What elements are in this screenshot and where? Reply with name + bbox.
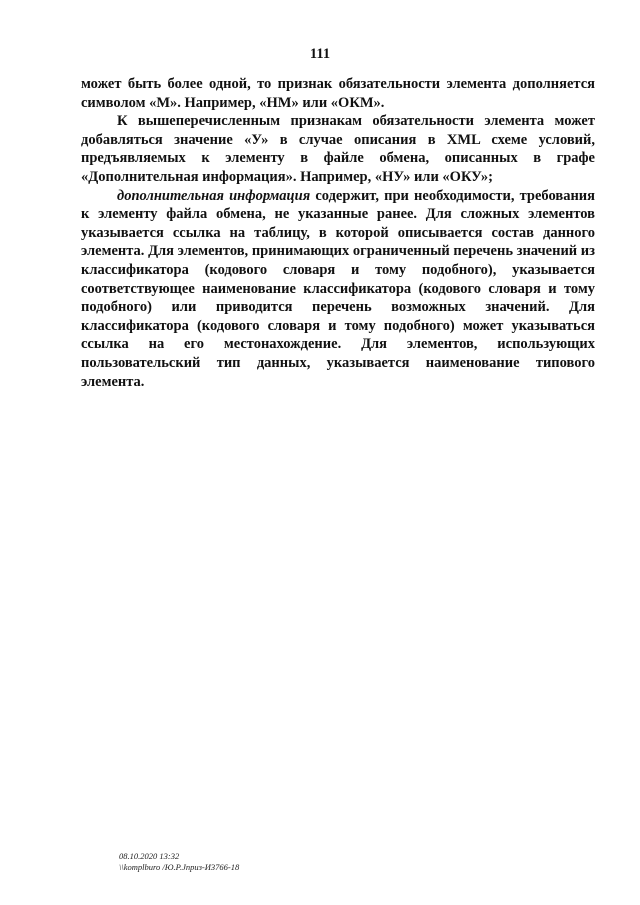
footer-timestamp: 08.10.2020 13:32 [119,851,180,861]
paragraph-additional-info [81,187,595,392]
footer-stamp [119,851,239,873]
term-additional-info: дополнительная информация [117,187,311,204]
footer-file-path: \\komplburo /Ю.Р.Jnpuз-И3766-18 [119,862,240,872]
paragraph-continuation: может быть более одной, то признак обязательности элемента дополняется символом «М». Например, «НМ» или «ОКМ». [81,76,595,111]
paragraph-additional-info-text: содержит, при необходимости, требования к элементу файла обмена, не указанные ранее. Для сложных элементов указывается ссылка на таблицу, в которой описывается состав данного элемента. Для элементов, принимающих ограниченный перечень значений из классификатора (кодового словаря и тому подобного), указывается соответствующее наименование классификатора (кодового словаря и тому подобного) или приводится перечень возможных значений. Для классификатора (кодового словаря и тому подобного) может указываться ссылка на его местонахождение. Для элементов, использующих пользовательский тип данных, указывается наименование типового элемента. [81,187,595,390]
paragraph-additional-value: К вышеперечисленным признакам обязательности элемента может добавляться значение «У» в случае описания в XML схеме условий, предъявляемых к элементу в файле обмена, описанных в графе «Дополнительная информация». Например, «НУ» или «ОКУ»; [81,113,595,185]
page-number: 111 [309,46,331,62]
document-body [81,75,595,391]
